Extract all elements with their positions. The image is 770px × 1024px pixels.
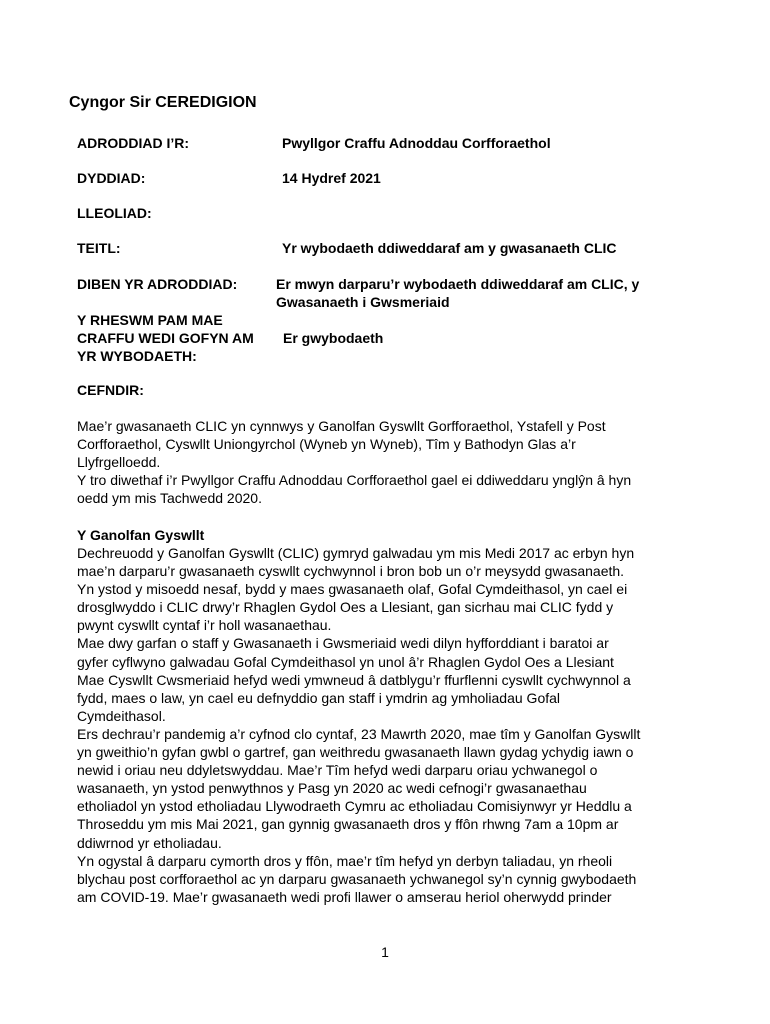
- text-line: Y tro diwethaf i’r Pwyllgor Craffu Adnoddau Corfforaethol gael ei ddiweddaru ynglŷn â hyn: [77, 472, 632, 489]
- meta-value-line: Er gwybodaeth: [283, 330, 384, 346]
- meta-label-line: Y RHESWM PAM MAE: [77, 312, 223, 328]
- meta-label-title: TEITL:: [77, 240, 121, 256]
- meta-label-location: LLEOLIAD:: [77, 205, 152, 221]
- meta-label-purpose: DIBEN YR ADRODDIAD:: [77, 276, 238, 292]
- meta-label-report-to: ADRODDIAD I’R:: [77, 135, 189, 151]
- page-number: 1: [381, 944, 389, 960]
- meta-label-line: CRAFFU WEDI GOFYN AM: [77, 330, 254, 346]
- council-name: Cyngor Sir CEREDIGION: [69, 94, 257, 111]
- text-line: Throseddu ym mis Mai 2021, gan gynnig gwasanaeth dros y ffôn rhwng 7am a 10pm ar: [77, 816, 619, 833]
- text-line: blychau post corfforaethol ac yn darparu gwasanaeth ychwanegol sy’n cynnig gwybodaeth: [77, 870, 637, 887]
- text-line: ddiwrnod yr etholiadau.: [77, 834, 222, 851]
- text-line: Mae’r gwasanaeth CLIC yn cynnwys y Ganolfan Gyswllt Gorfforaethol, Ystafell y Post: [77, 418, 606, 434]
- text-line: pwynt cyswllt cyntaf i’r holl wasanaethau.: [77, 617, 332, 634]
- text-line: yn gweithio’n gyfan gwbl o gartref, gan weithredu gwasanaeth llawn gydag ychydig iawn o: [77, 744, 634, 761]
- background-paragraph: [77, 417, 677, 507]
- meta-value-line: Gwasanaeth i Gwsmeriaid: [276, 294, 450, 310]
- meta-value-reason: [283, 329, 383, 347]
- text-line: wasanaeth, yn ystod penwythnos y Pasg yn 2020 ac wedi cefnogi’r gwasanaethau: [77, 780, 587, 797]
- meta-value-line: Yr wybodaeth ddiweddaraf am y gwasanaeth CLIC: [282, 240, 617, 256]
- text-line: Yn ogystal â darparu cymorth dros y ffôn, mae’r tîm hefyd yn derbyn taliadau, yn rheoli: [77, 852, 613, 869]
- text-line: Mae dwy garfan o staff y Gwasanaeth i Gwsmeriaid wedi dilyn hyfforddiant i baratoi ar: [77, 635, 609, 652]
- text-line: Yn ystod y misoedd nesaf, bydd y maes gwasanaeth olaf, Gofal Cymdeithasol, yn cael ei: [77, 581, 628, 598]
- meta-value-date: [282, 169, 381, 187]
- meta-value-line: 14 Hydref 2021: [282, 170, 381, 186]
- meta-label-reason: [77, 311, 254, 365]
- text-line: am COVID-19. Mae’r gwasanaeth wedi profi llawer o amserau heriol oherwydd prinder: [77, 888, 612, 905]
- background-heading: CEFNDIR:: [77, 382, 144, 398]
- meta-value-line: Er mwyn darparu’r wybodaeth ddiweddaraf am CLIC, y: [276, 276, 640, 292]
- meta-value-purpose: [276, 275, 639, 311]
- contact-centre-paragraph: [77, 544, 677, 906]
- text-line: etholiadol yn ystod etholiadau Llywodraeth Cymru ac etholiadau Comisiynwyr yr Heddlu a: [77, 798, 632, 815]
- text-line: Mae Cyswllt Cwsmeriaid hefyd wedi ymwneud â datblygu’r ffurflenni cyswllt cychwynnol a: [77, 671, 631, 688]
- meta-label-date: DYDDIAD:: [77, 170, 146, 186]
- meta-value-title: [282, 239, 617, 257]
- text-line: fydd, maes o law, yn cael eu defnyddio gan staff i ymdrin ag ymholiadau Gofal: [77, 689, 561, 706]
- meta-value-line: Pwyllgor Craffu Adnoddau Corfforaethol: [282, 135, 551, 151]
- meta-label-line: YR WYBODAETH:: [77, 348, 197, 364]
- text-line: newid i oriau neu ddyletswyddau. Mae’r Tîm hefyd wedi darparu oriau ychwanegol o: [77, 762, 598, 779]
- contact-centre-heading: Y Ganolfan Gyswllt: [77, 527, 205, 543]
- text-line: oedd ym mis Tachwedd 2020.: [77, 490, 262, 507]
- text-line: Ers dechrau’r pandemig a’r cyfnod clo cyntaf, 23 Mawrth 2020, mae tîm y Ganolfan Gyswllt: [77, 725, 641, 742]
- text-line: Cymdeithasol.: [77, 707, 166, 724]
- text-line: mae’n darparu’r gwasanaeth cyswllt cychwynnol i bron bob un o’r meysydd gwasanaeth.: [77, 563, 625, 580]
- text-line: drosglwyddo i CLIC drwy’r Rhaglen Gydol Oes a Llesiant, gan sicrhau mai CLIC fydd y: [77, 599, 614, 616]
- text-line: gyfer cyflwyno galwadau Gofal Cymdeithasol yn unol â’r Rhaglen Gydol Oes a Llesiant: [77, 653, 614, 670]
- text-line: Corfforaethol, Cyswllt Uniongyrchol (Wyneb yn Wyneb), Tîm y Bathodyn Glas a’r: [77, 436, 576, 453]
- text-line: Dechreuodd y Ganolfan Gyswllt (CLIC) gymryd galwadau ym mis Medi 2017 ac erbyn hyn: [77, 545, 635, 561]
- meta-value-report-to: [282, 134, 551, 152]
- text-line: Llyfrgelloedd.: [77, 454, 161, 471]
